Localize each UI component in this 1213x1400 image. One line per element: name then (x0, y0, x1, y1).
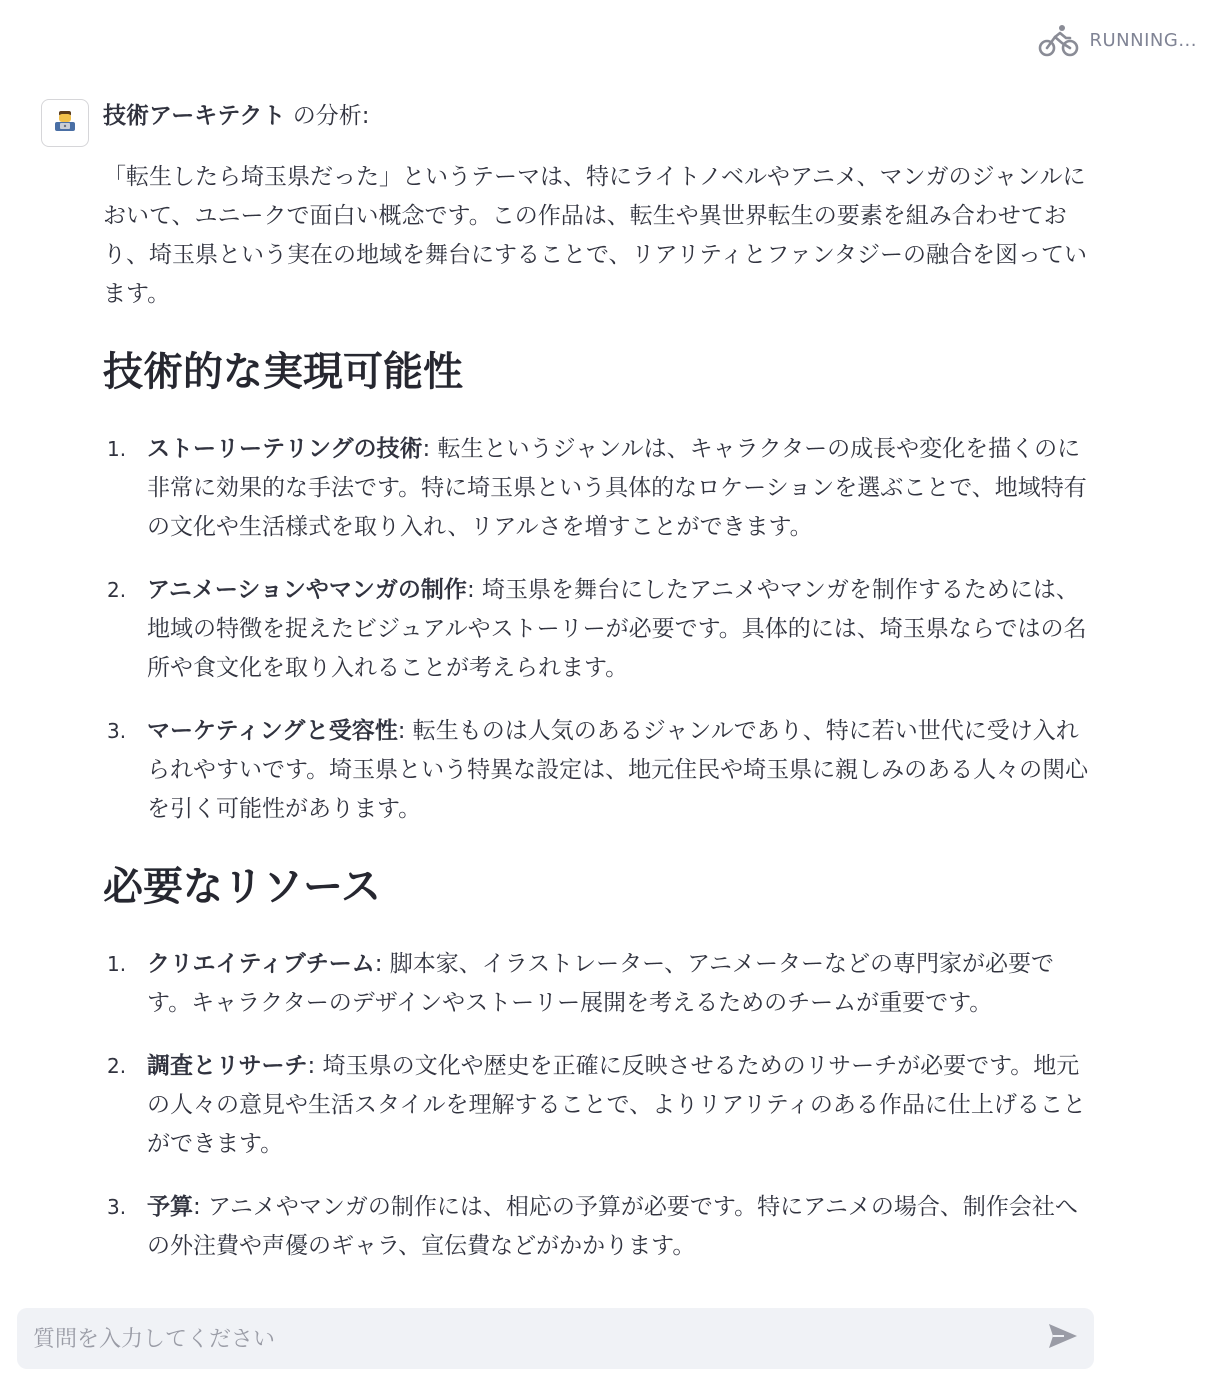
item-title: ストーリーテリングの技術 (147, 436, 423, 462)
item-text: : 埼玉県を舞台にしたアニメやマンガを制作するためには、地域の特徴を捉えたビジュアルやストーリーが必要です。具体的には、埼玉県ならではの名所や食文化を取り入れることが考えられます。 (147, 577, 1087, 681)
speaker-name: 技術アーキテクト (103, 103, 286, 129)
list-number: 3. (107, 1195, 127, 1219)
item-text: : 脚本家、イラストレーター、アニメーターなどの専門家が必要です。キャラクターのデザインやストーリー展開を考えるためのチームが重要です。 (147, 951, 1055, 1016)
item-title: 調査とリサーチ (147, 1053, 308, 1079)
list-number: 3. (107, 719, 127, 743)
message-header (103, 98, 1093, 134)
item-text: : アニメやマンガの制作には、相応の予算が必要です。特にアニメの場合、制作会社への外注費や声優のギャラ、宣伝費などがかかります。 (147, 1194, 1078, 1259)
list-item (103, 571, 1093, 688)
item-title: クリエイティブチーム (147, 951, 375, 977)
send-button[interactable] (1046, 1323, 1080, 1353)
list-item (103, 430, 1093, 547)
list-item (103, 1047, 1093, 1164)
list-number: 2. (107, 578, 127, 602)
item-text: : 転生というジャンルは、キャラクターの成長や変化を描くのに非常に効果的な手法です。特に埼玉県という具体的なロケーションを選ぶことで、地域特有の文化や生活様式を取り入れ、リアルさを増すことができます。 (147, 436, 1087, 540)
assistant-message (103, 98, 1093, 1290)
list-number: 2. (107, 1054, 127, 1078)
chat-input[interactable] (31, 1308, 1015, 1371)
technologist-icon (54, 110, 76, 136)
list-number: 1. (107, 437, 127, 461)
chat-input-bar (17, 1308, 1094, 1369)
list-item (103, 712, 1093, 829)
list-item (103, 1188, 1093, 1266)
item-text: : 埼玉県の文化や歴史を正確に反映させるためのリサーチが必要です。地元の人々の意見や生活スタイルを理解することで、よりリアリティのある作品に仕上げることができます。 (147, 1053, 1086, 1157)
list-item (103, 945, 1093, 1023)
item-title: アニメーションやマンガの制作 (147, 577, 467, 603)
item-text: : 転生ものは人気のあるジャンルであり、特に若い世代に受け入れられやすいです。埼玉県という特異な設定は、地元住民や埼玉県に親しみのある人々の関心を引く可能性があります。 (147, 718, 1089, 822)
status-text: RUNNING... (1089, 29, 1197, 51)
section-heading-resources: 必要なリソース (103, 864, 381, 910)
resources-list (103, 945, 1093, 1266)
item-title: 予算 (147, 1194, 193, 1220)
item-title: マーケティングと受容性 (147, 718, 398, 744)
running-status (1038, 22, 1198, 58)
section-heading-feasibility: 技術的な実現可能性 (103, 349, 463, 395)
send-icon (1048, 1323, 1078, 1353)
intro-paragraph: 「転生したら埼玉県だった」というテーマは、特にライトノベルやアニメ、マンガのジャンルにおいて、ユニークで面白い概念です。この作品は、転生や異世界転生の要素を組み合わせており、埼玉県という実在の地域を舞台にすることで、リアリティとファンタジーの融合を図っています。 (103, 164, 1087, 307)
speaker-suffix: の分析: (285, 103, 370, 129)
feasibility-list (103, 430, 1093, 829)
assistant-avatar (41, 99, 89, 147)
list-number: 1. (107, 952, 127, 976)
cyclist-icon (1038, 22, 1080, 58)
